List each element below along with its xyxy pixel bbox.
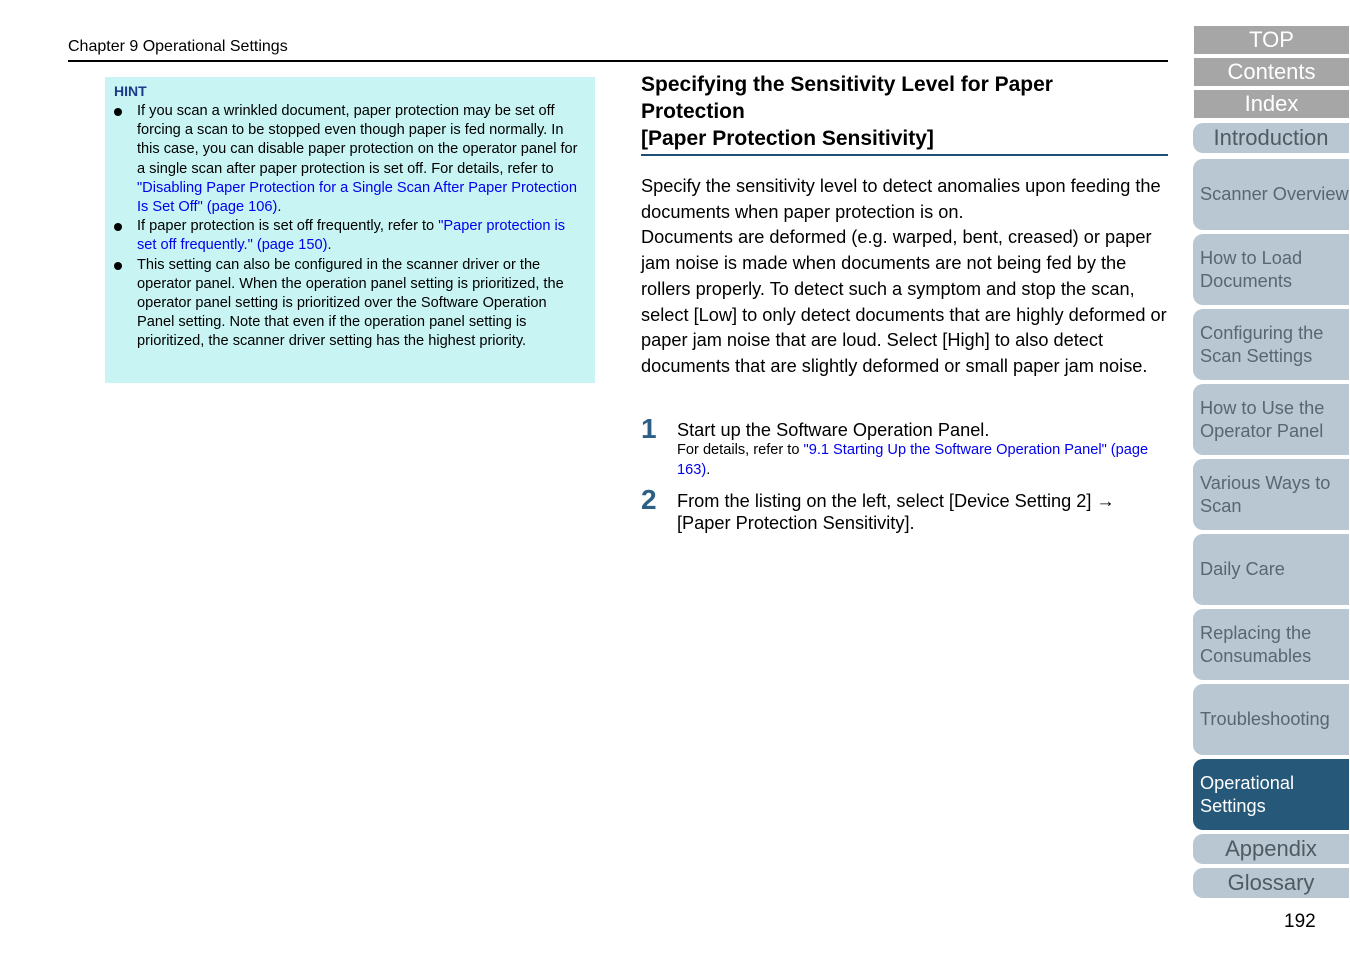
section-title-line: Protection xyxy=(641,100,745,123)
body-paragraph: Specify the sensitivity level to detect anomalies upon feeding the documents when paper protection is on. xyxy=(641,176,1161,222)
hint-item xyxy=(114,102,583,217)
nav-top-button[interactable]: TOP xyxy=(1194,26,1349,54)
hint-item-text: If you scan a wrinkled document, paper protection may be set off forcing a scan to be stopped even though paper is fed normally. In this case, you can disable paper protection on the operator panel for a single scan after paper protection is set off. For details, refer to xyxy=(137,103,578,177)
bullet-icon xyxy=(114,262,122,270)
nav-tab-configuring-scan-settings[interactable] xyxy=(1193,309,1349,380)
hint-item-after: . xyxy=(327,237,332,254)
nav-tab-various-ways-to-scan[interactable] xyxy=(1193,459,1349,530)
hint-link-paper-protection-frequent[interactable]: "Paper protection is set off frequently." (page 150) xyxy=(137,218,566,254)
step-number: 1 xyxy=(641,413,657,444)
section-title xyxy=(641,71,1168,156)
section-title-line: [Paper Protection Sensitivity] xyxy=(641,127,934,150)
nav-tab-operational-settings[interactable] xyxy=(1193,759,1349,830)
bullet-icon xyxy=(114,108,122,116)
nav-tab-label: Operational Settings xyxy=(1200,772,1295,816)
step-subtext-lead: For details, refer to xyxy=(677,442,804,458)
nav-tab-scanner-overview[interactable] xyxy=(1193,159,1349,230)
hint-item xyxy=(114,217,583,255)
section-title-line: Specifying the Sensitivity Level for Paper xyxy=(641,73,1053,96)
hint-item-text: This setting can also be configured in the scanner driver or the operator panel. When the operation panel setting is prioritized, the operator panel setting is prioritized over the Software Operation Panel setting. Note that even if the operation panel setting is prioritized, the scanner driver setting has the highest priority. xyxy=(137,256,564,350)
hint-item xyxy=(114,256,583,352)
chapter-header: Chapter 9 Operational Settings xyxy=(68,38,288,55)
step-subtext-after: . xyxy=(706,461,711,478)
nav-tab-label: How to Use the Operator Panel xyxy=(1200,397,1325,441)
step-1 xyxy=(641,413,1171,480)
nav-tab-label: Scanner Overview xyxy=(1200,184,1349,204)
hint-item-text: If paper protection is set off frequently, refer to xyxy=(137,218,439,235)
step-number: 2 xyxy=(641,484,657,515)
hint-list xyxy=(114,102,583,352)
step-text: From the listing on the left, select [Device Setting 2] → [Paper Protection Sensitivity]. xyxy=(677,491,1115,533)
side-navigation xyxy=(1193,0,1350,954)
nav-tab-troubleshooting[interactable] xyxy=(1193,684,1349,755)
hint-link-disabling-paper-protection[interactable]: "Disabling Paper Protection for a Single Scan After Paper Protection Is Set Off" (page 106) xyxy=(137,179,577,216)
nav-glossary-tab[interactable]: Glossary xyxy=(1193,868,1349,898)
nav-tab-label: Various Ways to Scan xyxy=(1200,472,1331,516)
step-subtext xyxy=(677,441,1171,480)
bullet-icon xyxy=(114,223,122,231)
nav-index-button[interactable]: Index xyxy=(1194,90,1349,118)
nav-tab-replacing-consumables[interactable] xyxy=(1193,609,1349,680)
step-link-starting-software-operation-panel[interactable]: "9.1 Starting Up the Software Operation Panel" (page 163) xyxy=(677,442,1149,478)
nav-tab-label: How to Load Documents xyxy=(1200,247,1303,291)
nav-tab-daily-care[interactable] xyxy=(1193,534,1349,605)
nav-tab-label: Daily Care xyxy=(1200,559,1285,579)
body-paragraph: Documents are deformed (e.g. warped, bent, creased) or paper jam noise is made when documents are not being fed by the rollers properly. To detect such a symptom and stop the scan, select [Low] to only detect documents that are highly deformed or paper jam noise that are loud. Select [High] to also detect documents that are slightly deformed or small paper jam noise. xyxy=(641,227,1167,376)
nav-tab-label: Replacing the Consumables xyxy=(1200,622,1312,666)
nav-contents-button[interactable]: Contents xyxy=(1194,58,1349,86)
page-number: 192 xyxy=(1284,911,1316,932)
header-rule xyxy=(68,60,1168,62)
step-2 xyxy=(641,484,1171,534)
hint-item-after: . xyxy=(277,199,282,216)
hint-title: HINT xyxy=(114,83,147,99)
step-text: Start up the Software Operation Panel. xyxy=(677,420,990,440)
hint-box xyxy=(105,77,595,383)
nav-tab-label: Troubleshooting xyxy=(1200,709,1330,729)
nav-tab-operator-panel[interactable] xyxy=(1193,384,1349,455)
section-body xyxy=(641,174,1171,380)
nav-appendix-tab[interactable]: Appendix xyxy=(1193,834,1349,864)
nav-introduction-tab[interactable]: Introduction xyxy=(1193,123,1349,153)
nav-tab-how-to-load-documents[interactable] xyxy=(1193,234,1349,305)
nav-tab-label: Configuring the Scan Settings xyxy=(1200,322,1324,366)
